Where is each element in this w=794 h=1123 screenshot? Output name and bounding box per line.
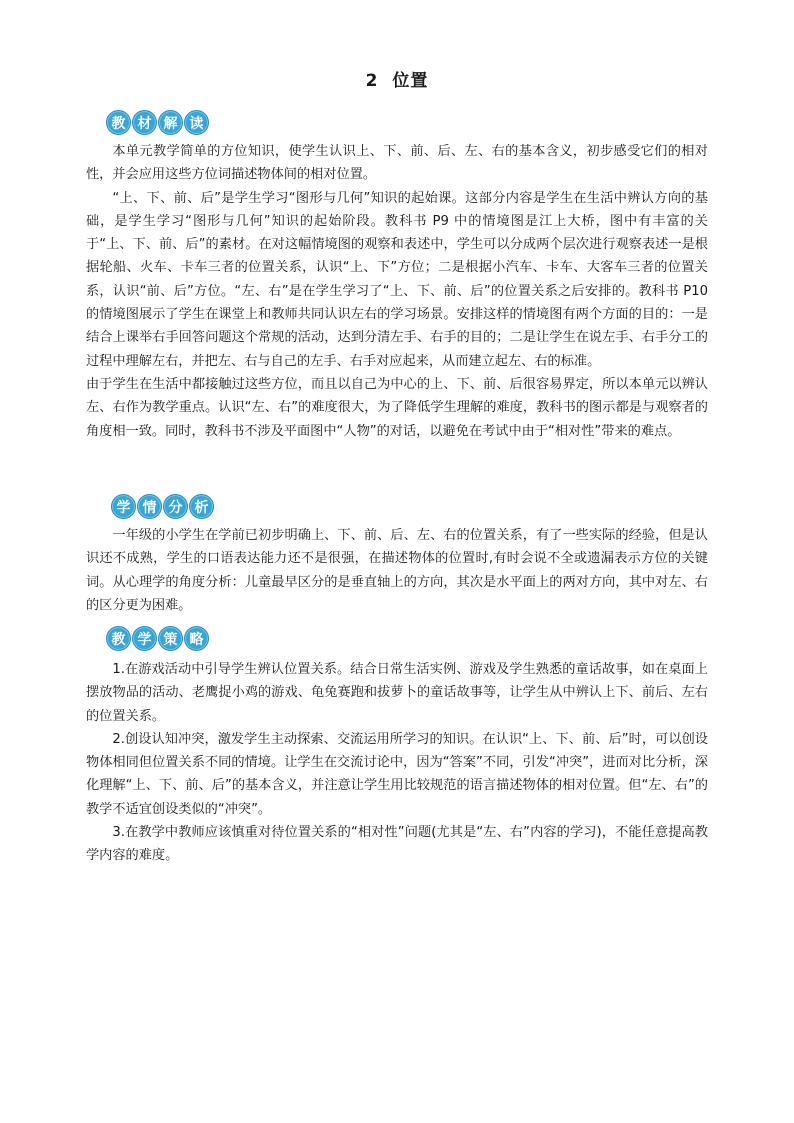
heading-char: 情 (137, 494, 162, 519)
heading-char: 读 (184, 110, 209, 135)
paragraph: 3.在教学中教师应该慎重对待位置关系的“相对性”问题(尤其是“左、右”内容的学习)，不能任意提高教学内容的难度。 (86, 825, 708, 864)
heading-char: 分 (163, 494, 188, 519)
paragraph: 由于学生在生活中都接触过这些方位，而且以自己为中心的上、下、前、后很容易界定，所以本单元以辨认左、右作为教学重点。认识“左、右”的难度很大，为了降低学生理解的难度，教科书的图示都是与观察者的角度相一致。同时，教科书不涉及平面图中“人物”的对话，以避免在考试中由于“相对性”带来的难点。 (86, 376, 708, 439)
title-text: 位置 (392, 71, 429, 91)
heading-char: 策 (158, 626, 183, 651)
heading-char: 略 (184, 626, 209, 651)
section-body-teaching-strategy (86, 658, 708, 868)
paragraph: “上、下、前、后”是学生学习“图形与几何”知识的起始课。这部分内容是学生在生活中辨认方向的基础，是学生学习“图形与几何”知识的起始阶段。教科书 P9 中的情境图是江上大桥，图中有丰富的关于“上、下、前、后”的素材。在对这幅情境图的观察和表述中，学生可以分成两个层次进行观察表述一是根据轮船、火车、卡车三者的位置关系，认识“上、下”方位；二是根据小汽车、卡车、大客车三者的位置关系，认识“前、后”方位。“左、右”是在学生学习了“上、下、前、后”的位置关系之后安排的。教科书 P10 的情境图展示了学生在课堂上和教师共同认识左右的学习场景。安排这样的情境图有两个方面的目的：一是结合上课举右手回答问题这个常规的活动，达到分清左手、右手的目的；二是让学生在说左手、右手分工的过程中理解左右，并把左、右与自己的左手、右手对应起来，从而建立起左、右的标准。 (86, 190, 708, 369)
heading-char: 材 (132, 110, 157, 135)
section-body-textbook-interpretation (86, 140, 708, 443)
paragraph: 1.在游戏活动中引导学生辨认位置关系。结合日常生活实例、游戏及学生熟悉的童话故事，如在桌面上摆放物品的活动、老鹰捉小鸡的游戏、龟兔赛跑和拔萝卜的童话故事等，让学生从中辨认上下、前后、左右的位置关系。 (86, 662, 708, 724)
page-title (0, 66, 794, 91)
section-heading-textbook-interpretation (106, 110, 210, 135)
heading-char: 教 (106, 110, 131, 135)
heading-char: 析 (189, 494, 214, 519)
heading-char: 解 (158, 110, 183, 135)
section-body-student-analysis (86, 524, 708, 617)
heading-char: 教 (106, 626, 131, 651)
heading-char: 学 (132, 626, 157, 651)
paragraph: 一年级的小学生在学前已初步明确上、下、前、后、左、右的位置关系，有了一些实际的经验，但是认识还不成熟，学生的口语表达能力还不是很强，在描述物体的位置时,有时会说不全或遗漏表示方位的关键词。从心理学的角度分析：儿童最早区分的是垂直轴上的方向，其次是水平面上的两对方向，其中对左、右的区分更为困难。 (86, 528, 708, 613)
heading-char: 学 (111, 494, 136, 519)
title-number: 2 (365, 71, 379, 91)
section-heading-student-analysis (111, 494, 215, 519)
section-heading-teaching-strategy (106, 626, 210, 651)
paragraph: 本单元教学简单的方位知识，使学生认识上、下、前、后、左、右的基本含义，初步感受它们的相对性，并会应用这些方位词描述物体间的相对位置。 (86, 144, 708, 183)
paragraph: 2.创设认知冲突，激发学生主动探索、交流运用所学习的知识。在认识“上、下、前、后”时，可以创设物体相同但位置关系不同的情境。让学生在交流讨论中，因为“答案”不同，引发“冲突”，进而对比分析，深化理解“上、下、前、后”的基本含义，并注意让学生用比较规范的语言描述物体的相对位置。但“左、右”的教学不适宜创设类似的“冲突”。 (86, 731, 708, 817)
